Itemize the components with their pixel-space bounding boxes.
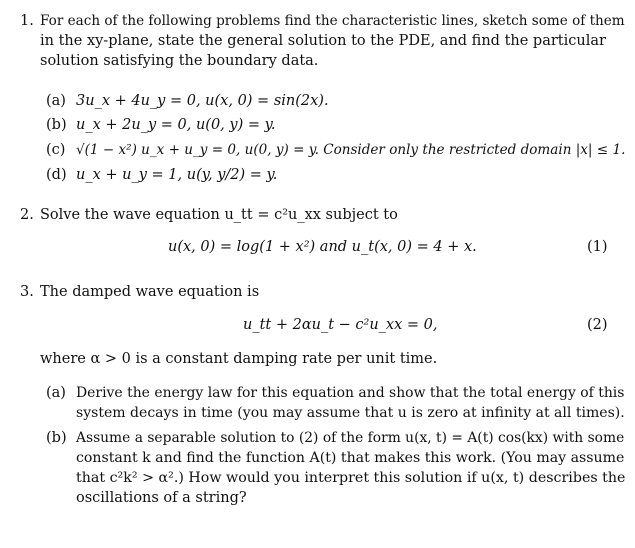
problem-3-part-a-line: Derive the energy law for this equation and show that the total energy of this: [76, 385, 625, 401]
problem-1-part-d-label: (d): [46, 167, 67, 183]
equation-number-1: (1): [587, 239, 608, 255]
problem-1-part-a-label: (a): [46, 93, 66, 109]
problem-3-part-b-line: Assume a separable solution to (2) of the form u(x, t) = A(t) cos(kx) with some: [76, 430, 625, 446]
problem-1-part-a-text: 3u_x + 4u_y = 0, u(x, 0) = sin(2x).: [76, 93, 329, 109]
problem-3-part-b-line: that c²k² > α².) How would you interpret this solution if u(x, t) describes the: [76, 470, 626, 486]
problem-3-part-a-line: system decays in time (you may assume that u is zero at infinity at all times).: [76, 405, 625, 421]
problem-2-equation: u(x, 0) = log(1 + x²) and u_t(x, 0) = 4 + x.: [168, 239, 477, 255]
problem-3-equation: u_tt + 2αu_t − c²u_xx = 0,: [243, 317, 438, 333]
problem-3-part-a-label: (a): [46, 385, 66, 401]
problem-3-part-b-line: oscillations of a string?: [76, 490, 247, 506]
problem-3-number: 3.: [20, 284, 34, 300]
problem-3-intro: The damped wave equation is: [40, 284, 260, 300]
problem-1-intro-line: For each of the following problems find the characteristic lines, sketch some of them: [40, 13, 625, 29]
problem-1-part-c-text: √(1 − x²) u_x + u_y = 0, u(0, y) = y. Consider only the restricted domain |x| ≤ 1.: [76, 142, 626, 158]
problem-1-intro-line: in the xy-plane, state the general solution to the PDE, and find the particular: [40, 33, 606, 49]
problem-3-part-b-label: (b): [46, 430, 67, 446]
problem-1-number: 1.: [20, 13, 34, 29]
problem-2-number: 2.: [20, 207, 34, 223]
problem-2-intro: Solve the wave equation u_tt = c²u_xx subject to: [40, 207, 398, 223]
problem-1-part-d-text: u_x + u_y = 1, u(y, y/2) = y.: [76, 167, 278, 183]
problem-1-part-b-text: u_x + 2u_y = 0, u(0, y) = y.: [76, 117, 276, 133]
problem-3-after-equation: where α > 0 is a constant damping rate per unit time.: [40, 351, 438, 367]
problem-1-part-b-label: (b): [46, 117, 67, 133]
equation-number-2: (2): [587, 317, 608, 333]
problem-1-part-c-label: (c): [46, 142, 66, 158]
problem-3-part-b-line: constant k and find the function A(t) that makes this work. (You may assume: [76, 450, 625, 466]
problem-1-intro-line: solution satisfying the boundary data.: [40, 53, 319, 69]
